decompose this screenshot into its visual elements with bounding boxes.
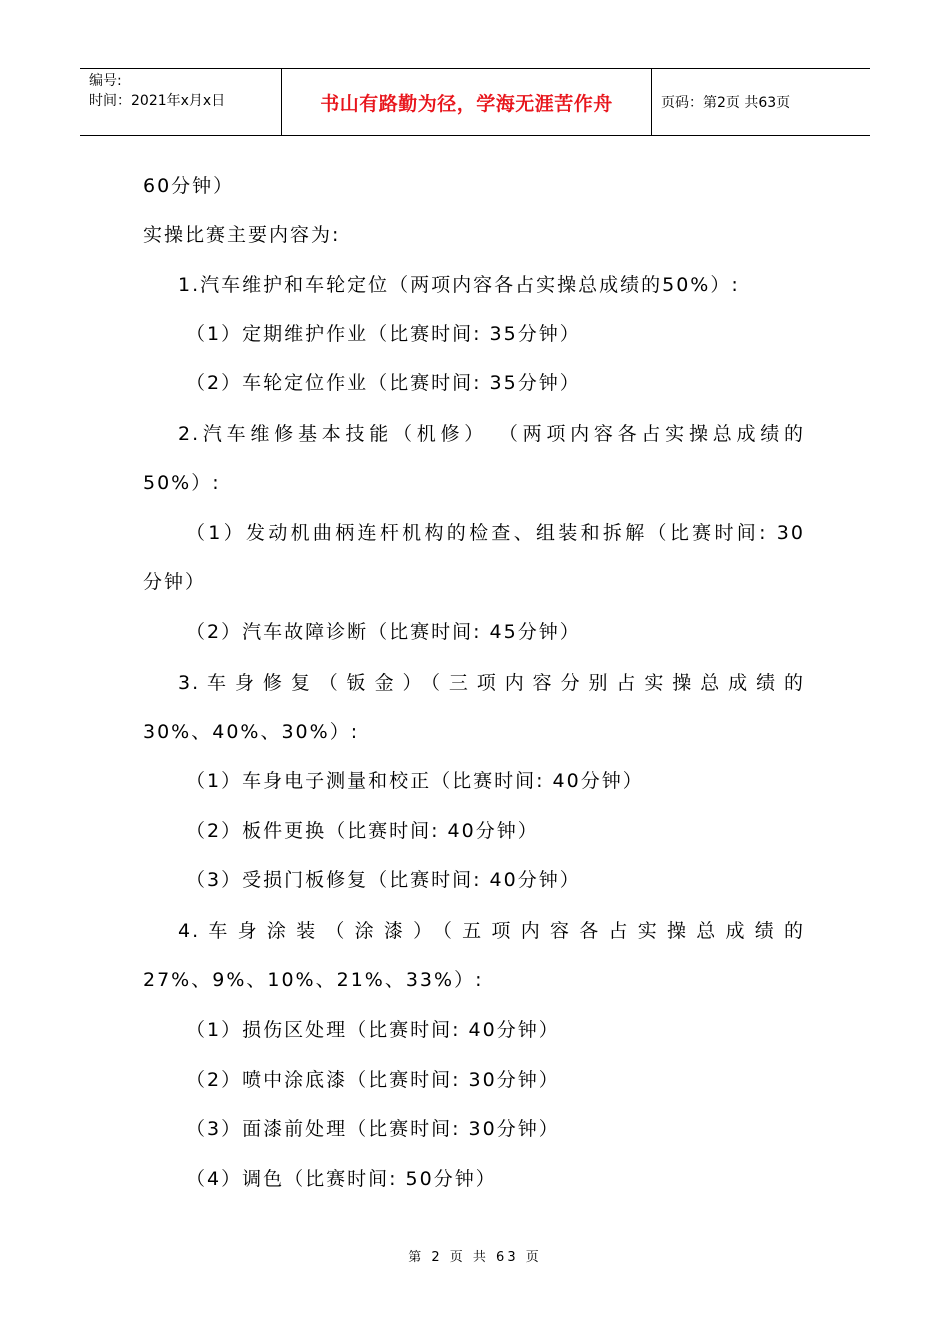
list-item: （4）调色（比赛时间: 50分钟） (186, 1168, 497, 1190)
text-line: 60分钟） (143, 175, 235, 197)
list-item: （1）发动机曲柄连杆机构的检查、组装和拆解（比赛时间: 30 (186, 522, 805, 544)
section-intro: 实操比赛主要内容为: (143, 224, 341, 246)
section-heading-1: 1.汽车维护和车轮定位（两项内容各占实操总成绩的50%）: (178, 274, 740, 296)
section-heading-2: 2.汽车维修基本技能（机修） （两项内容各占实操总成绩的 (178, 423, 805, 445)
list-item: （3）受损门板修复（比赛时间: 40分钟） (186, 869, 581, 891)
header-page-info: 页码：第2页 共63页 (661, 95, 791, 111)
list-item: （1）损伤区处理（比赛时间: 40分钟） (186, 1019, 560, 1041)
list-item: （2）汽车故障诊断（比赛时间: 45分钟） (186, 621, 581, 643)
list-item: （2）板件更换（比赛时间: 40分钟） (186, 820, 539, 842)
section-heading-3: 3.车身修复（钣金）（三项内容分别占实操总成绩的 (178, 672, 805, 694)
list-item: （2）车轮定位作业（比赛时间: 35分钟） (186, 372, 581, 394)
list-item: （1）车身电子测量和校正（比赛时间: 40分钟） (186, 770, 644, 792)
text-line: 分钟） (143, 571, 207, 593)
text-line: 27%、9%、10%、21%、33%）: (143, 969, 484, 991)
header-meta (80, 69, 282, 135)
list-item: （2）喷中涂底漆（比赛时间: 30分钟） (186, 1069, 560, 1091)
header-motto: 书山有路勤为径，学海无涯苦作舟 (282, 69, 652, 135)
text-line: 30%、40%、30%）: (143, 721, 360, 743)
page-footer: 第 2 页 共 63 页 (408, 1250, 542, 1265)
date-label: 时间：2021年x月x日 (89, 93, 226, 109)
list-item: （1）定期维护作业（比赛时间: 35分钟） (186, 323, 581, 345)
serial-number-label: 编号: (89, 73, 122, 89)
page-header (80, 68, 870, 136)
text-line: 50%）: (143, 472, 221, 494)
section-heading-4: 4.车身涂装（涂漆）（五项内容各占实操总成绩的 (178, 920, 805, 942)
list-item: （3）面漆前处理（比赛时间: 30分钟） (186, 1118, 560, 1140)
